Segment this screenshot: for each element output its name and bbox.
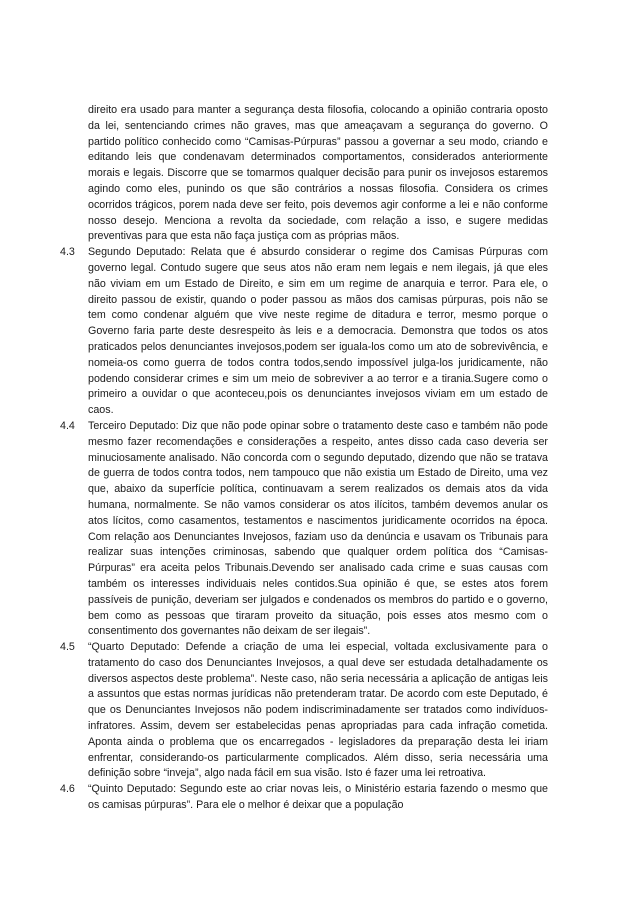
list-item-4-4 (28, 419, 548, 640)
item-paragraph: Terceiro Deputado: Diz que não pode opinar sobre o tratamento deste caso e também não pode mesmo fazer recomendações e considerações a respeito, antes disso cada caso deveria ser minuciosamente analisado. Não concorda com o segundo deputado, dizendo que não se tratava de guerra de todos contra todos, nem tampouco que não existia um Estado de Direito, uma vez que, abaixo da superfície política, continuavam a serem realizados os demais atos da vida humana, normalmente. Se não vamos considerar os atos ilícitos, também devemos anular os atos lícitos, como casamentos, testamentos e nascimentos juridicamente ocorridos na época. Com relação aos Denunciantes Invejosos, faziam uso da denúncia e usavam os Tribunais para realizar suas intenções criminosas, sabendo que qualquer ordem política dos “Camisas- Púrpuras” era aceita pelos Tribunais.Devendo ser analisado cada crime e suas causas com também os interesses individuais neles contidos.Sua opinião é que, se estes atos forem passíveis de punição, deveriam ser julgados e condenados os membros do partido e o governo, bem como as pessoas que tiraram proveito da situação, pois esses atos mesmo com o consentimento dos governantes não deixam de ser ilegais”. (88, 419, 548, 638)
continuation-block (28, 103, 548, 245)
item-paragraph: “Quarto Deputado: Defende a criação de uma lei especial, voltada exclusivamente para o tratamento do caso dos Denunciantes Invejosos, a qual deve ser estudada detalhadamente os diversos aspectos deste problema”. Neste caso, não seria necessária a aplicação de antigas leis a assuntos que estas normas jurídicas não pretenderam tratar. De acordo com este Deputado, é que os Denunciantes Invejosos não podem indiscriminadamente ser tratados como indivíduos-infratores. Assim, devem ser estabelecidas penas apropriadas para cada infração cometida. Aponta ainda o problema que os encarregados - legisladores da preparação desta lei iriam enfrentar, considerando-os particularmente complicados. Além disso, seria necessária uma definição sobre “inveja”, algo nada fácil em sua visão. Isto é fazer uma lei retroativa. (88, 641, 548, 780)
item-number: 4.3 (60, 246, 75, 259)
document-body (28, 103, 548, 814)
item-number: 4.6 (60, 783, 75, 796)
item-number: 4.4 (60, 419, 75, 432)
list-item-4-6 (28, 782, 548, 814)
list-item-4-5 (28, 640, 548, 782)
continuation-paragraph: direito era usado para manter a segurança desta filosofia, colocando a opinião contraria oposto da lei, sentenciando crimes não graves, mas que ameaçavam a segurança do governo. O partido político conhecido como “Camisas-Púrpuras” passou a governar a seu modo, criando e editando leis que condenavam determinados comportamentos, considerados anteriormente morais e legais. Discorre que se tomarmos qualquer decisão para punir os invejosos estaremos agindo como eles, punindo os que são contrários a nossas filosofia. Considera os crimes ocorridos trágicos, porem nada deve ser feito, pois devemos agir conforme a lei e não conforme nosso desejo. Menciona a revolta da sociedade, com relação a isso, e sugere medidas preventivas para que esta não faça justiça com as próprias mãos. (88, 104, 548, 243)
item-paragraph: “Quinto Deputado: Segundo este ao criar novas leis, o Ministério estaria fazendo o mesmo que os camisas púrpuras”. Para ele o melhor é deixar que a população (88, 783, 548, 812)
list-item-4-3 (28, 245, 548, 419)
item-paragraph: Segundo Deputado: Relata que é absurdo considerar o regime dos Camisas Púrpuras com governo legal. Contudo sugere que seus atos não eram nem legais e nem ilegais, já que eles não viviam em um Estado de Direito, e sim em um regime de anarquia e terror. Para ele, o direito passou de existir, quando o poder passou as mãos dos camisas púrpuras, pois não se tem como condenar alguém que vive neste regime de ditadura e terror, mesmo porque o Governo faria parte deste desrespeito às leis e a democracia. Demonstra que todos os atos praticados pelos denunciantes invejosos,podem ser iguala-los como um ato de sobrevivência, e nomeia-os como guerra de todos contra todos,sendo impossível julga-los juridicamente, não podendo considerar crimes e sim um meio de sobreviver a ao terror e a tirania.Sugere como o primeiro a ouvidar o que aconteceu,pois os denunciantes invejosos viviam em um estado de caos. (88, 246, 548, 417)
item-number: 4.5 (60, 641, 75, 654)
